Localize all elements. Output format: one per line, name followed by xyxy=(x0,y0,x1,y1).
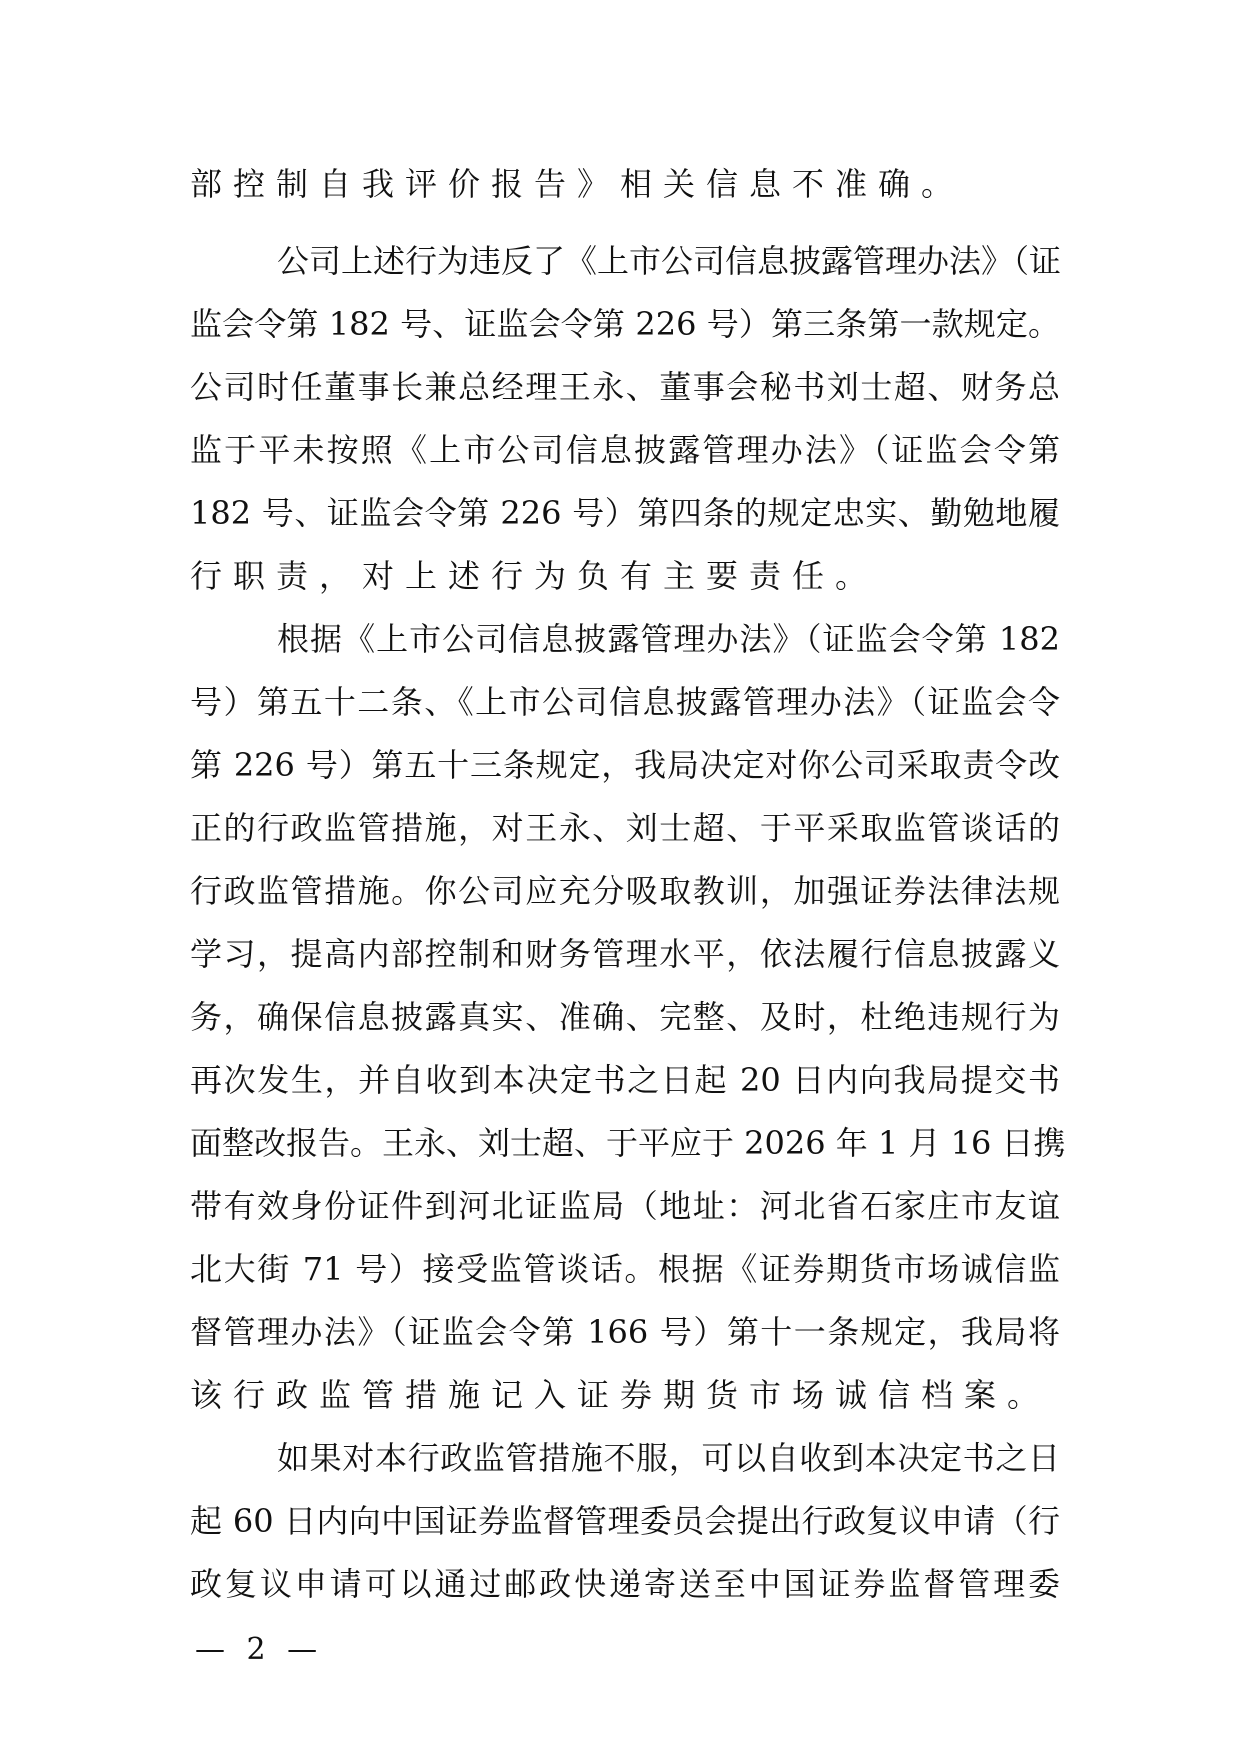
text-line: 带有效身份证件到河北证监局（地址：河北省石家庄市友谊 xyxy=(190,1187,1060,1225)
document-body xyxy=(190,158,1066,1621)
text-line: 北大街 71 号）接受监管谈话。根据《证券期货市场诚信监 xyxy=(190,1250,1060,1288)
text-line: 起 60 日内向中国证券监督管理委员会提出行政复议申请（行 xyxy=(190,1502,1060,1540)
text-line: 再次发生，并自收到本决定书之日起 20 日内向我局提交书 xyxy=(190,1061,1060,1099)
paragraph-start-line: 公司上述行为违反了《上市公司信息披露管理办法》（证 xyxy=(277,242,1062,280)
text-line: 监会令第 182 号、证监会令第 226 号）第三条第一款规定。 xyxy=(190,305,1060,343)
text-line: 部控制自我评价报告》相关信息不准确。 xyxy=(190,165,965,203)
paragraph-start-line: 如果对本行政监管措施不服，可以自收到本决定书之日 xyxy=(277,1439,1060,1477)
text-line: 督管理办法》（证监会令第 166 号）第十一条规定，我局将 xyxy=(190,1313,1060,1351)
text-line: 政复议申请可以通过邮政快递寄送至中国证券监督管理委 xyxy=(190,1565,1060,1603)
text-line: 正的行政监管措施，对王永、刘士超、于平采取监管谈话的 xyxy=(190,809,1060,847)
paragraph-start-line: 根据《上市公司信息披露管理办法》（证监会令第 182 xyxy=(277,620,1060,658)
text-line: 公司时任董事长兼总经理王永、董事会秘书刘士超、财务总 xyxy=(190,368,1060,406)
text-line: 监于平未按照《上市公司信息披露管理办法》（证监会令第 xyxy=(190,431,1060,469)
text-line: 行政监管措施。你公司应充分吸取教训，加强证券法律法规 xyxy=(190,872,1060,910)
text-line: 182 号、证监会令第 226 号）第四条的规定忠实、勤勉地履 xyxy=(190,494,1060,532)
text-line: 该行政监管措施记入证券期货市场诚信档案。 xyxy=(190,1376,1051,1414)
page-number: — 2 — xyxy=(195,1632,324,1667)
text-line: 第 226 号）第五十三条规定，我局决定对你公司采取责令改 xyxy=(190,746,1060,784)
text-line: 面整改报告。王永、刘士超、于平应于 2026 年 1 月 16 日携 xyxy=(190,1124,1066,1162)
text-line: 号）第五十二条、《上市公司信息披露管理办法》（证监会令 xyxy=(190,683,1060,721)
text-line: 务，确保信息披露真实、准确、完整、及时，杜绝违规行为 xyxy=(190,998,1060,1036)
text-line: 行职责，对上述行为负有主要责任。 xyxy=(190,557,879,595)
text-line: 学习，提高内部控制和财务管理水平，依法履行信息披露义 xyxy=(190,935,1060,973)
